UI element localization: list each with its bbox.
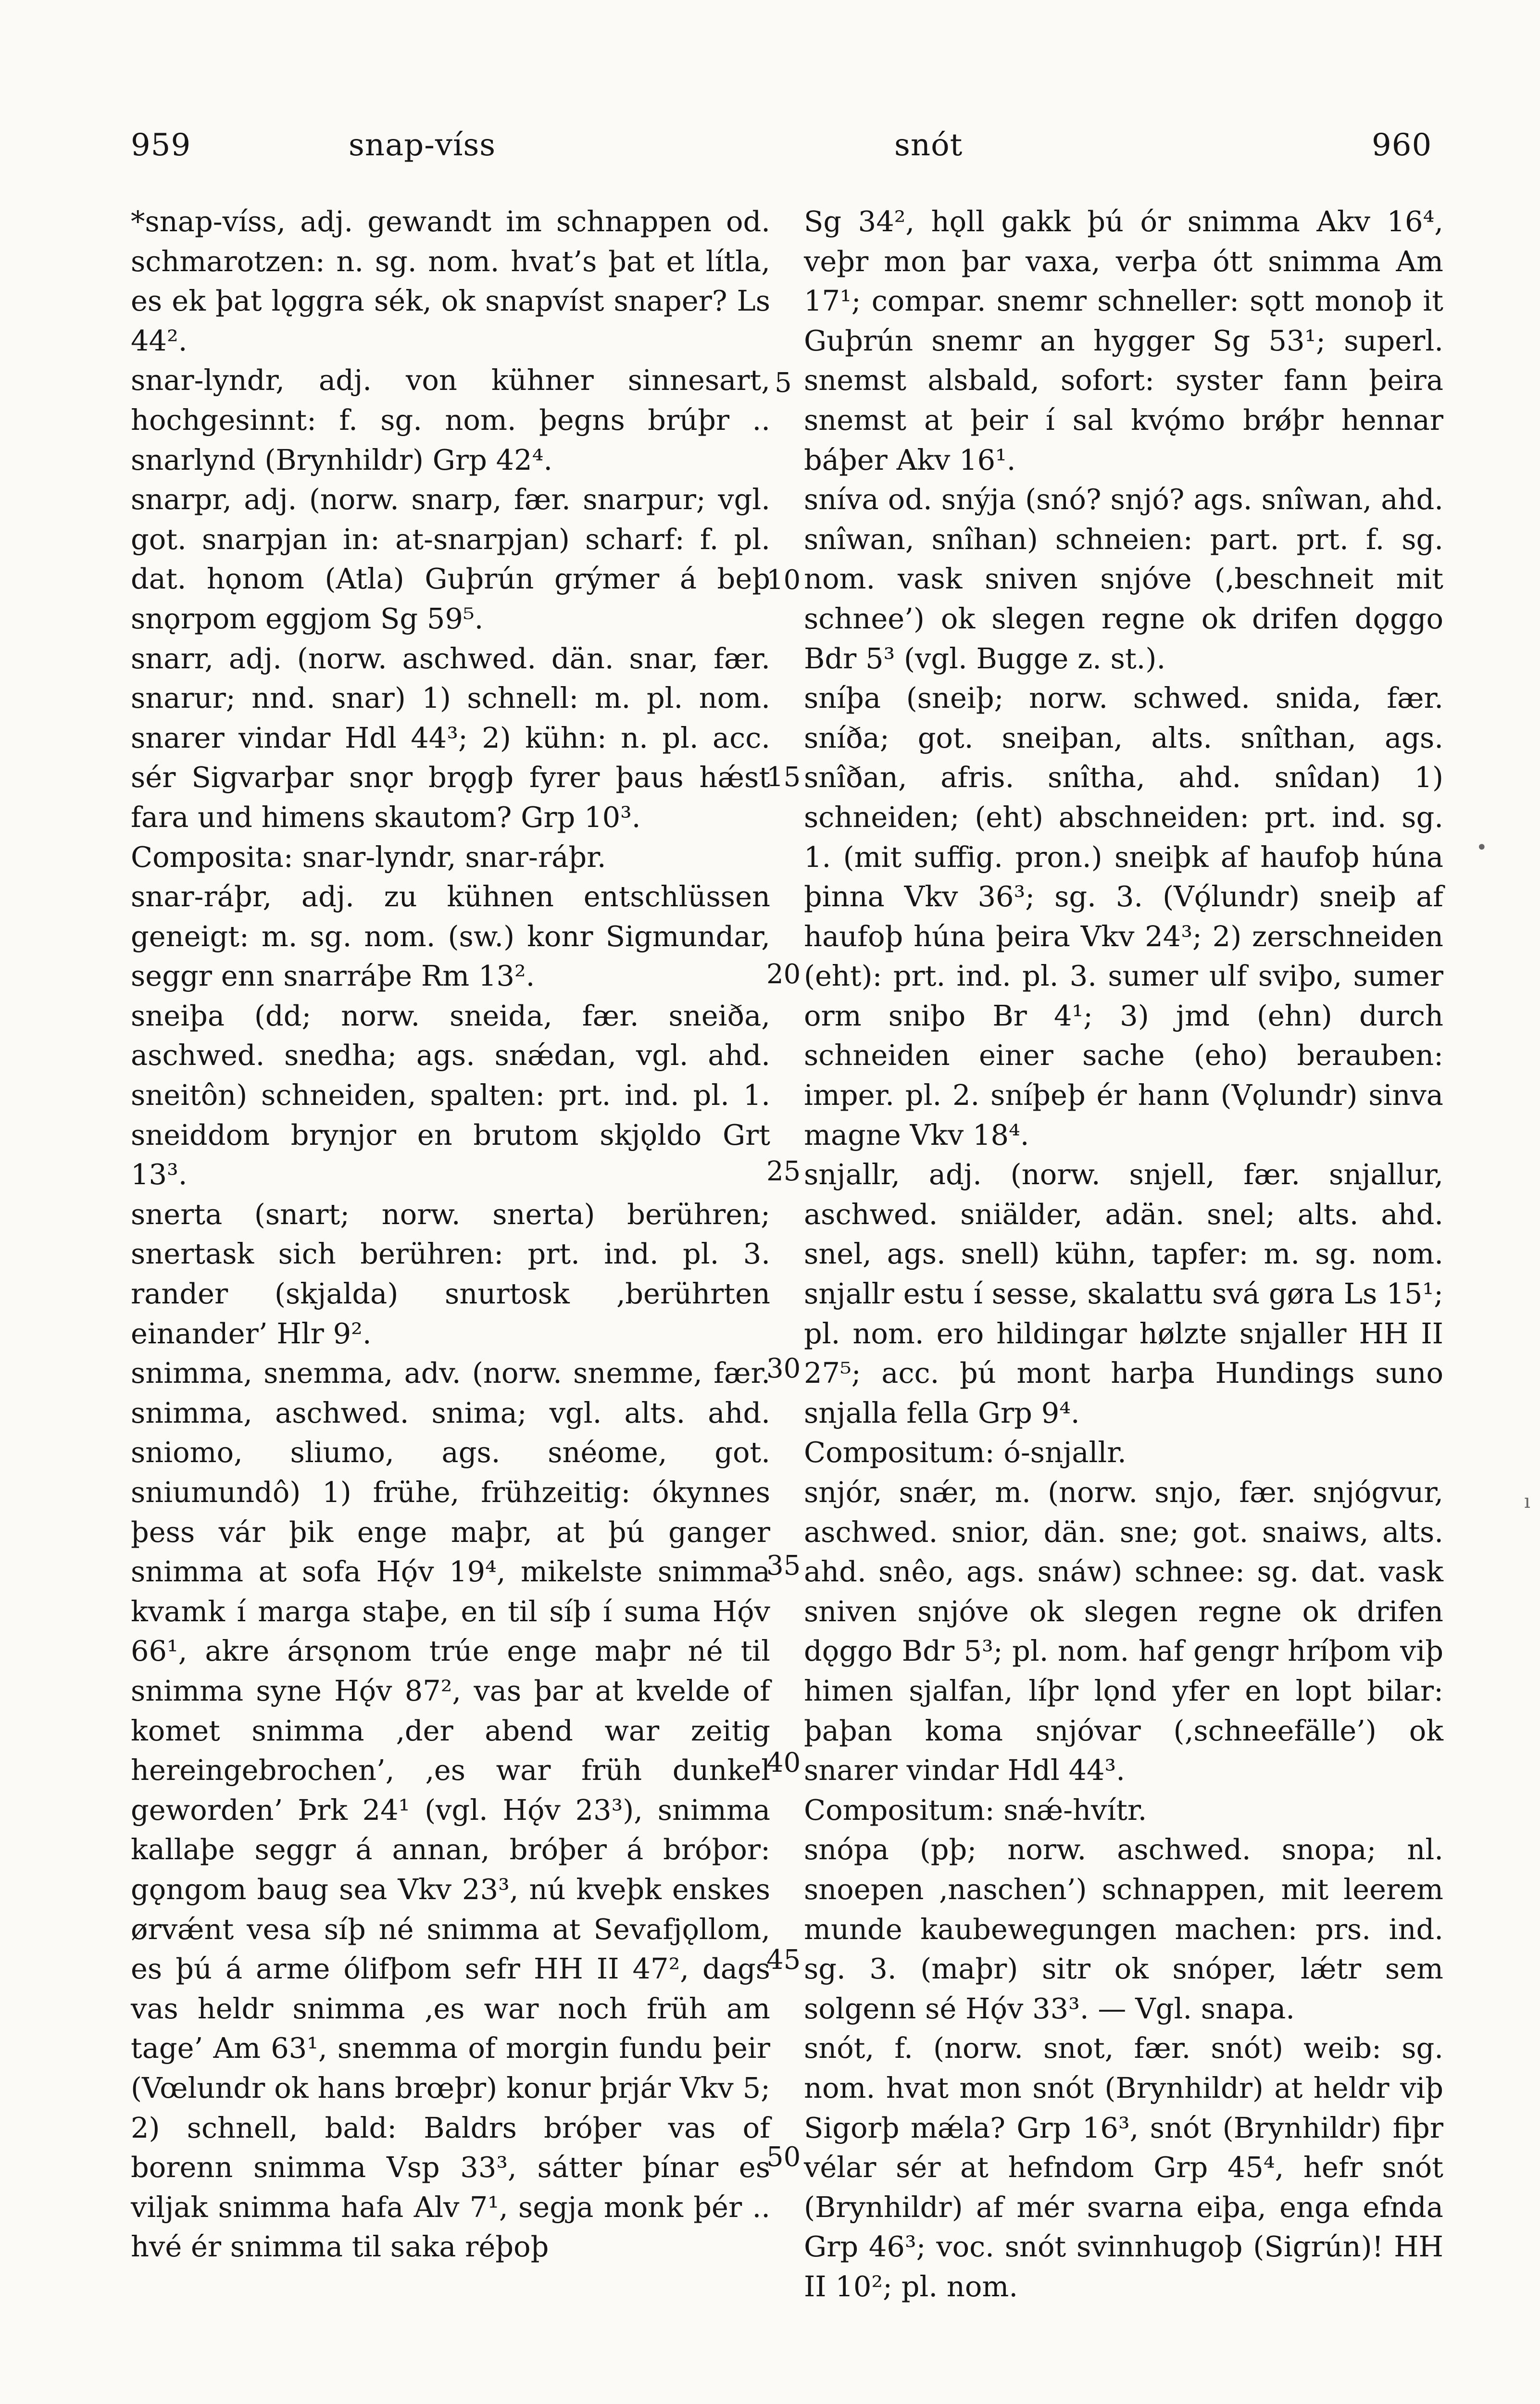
line-number: 25: [766, 1156, 801, 1187]
running-head-left: snap-víss: [349, 127, 496, 163]
entry-compositum-o-snjallr: Compositum: ó-snjallr.: [804, 1436, 1127, 1469]
line-number: 40: [766, 1747, 801, 1778]
entry-snjallr: snjallr, adj. (norw. snjell, fær. snjallur, aschwed. sniälder, adän. snel; alts. ahd. snel, ags. snell) kühn, tapfer: m. sg. nom. snjallr estu í sesse, skalattu svá gøra Ls 15¹; pl. nom. ero hildingar hølzte snjaller HH II 27⁵; acc. þú mont harþa Hundings suno snjalla fella Grp 9⁴.: [804, 1158, 1443, 1429]
entry-snimma: snimma, snemma, adv. (norw. snemme, fær. snimma, aschwed. snima; vgl. alts. ahd. sniomo, sliumo, ags. snéome, got. sniumundô) 1) frühe, frühzeitig: ókynnes þess vár þik enge maþr, at þú ganger snimma at sofa Hǫ́v 19⁴, mikelste snimma kvamk í marga staþe, en til síþ í suma Hǫ́v 66¹, akre ársǫnom trúe enge maþr né til snimma syne Hǫ́v 87², vas þar at kvelde of komet snimma ‚der abend war zeitig hereingebrochen’, ‚es war früh dunkel geworden’ Þrk 24¹ (vgl. Hǫ́v 23³), snimma kallaþe seggr á annan, bróþer á bróþor: gǫngom baug sea Vkv 23³, nú kveþk enskes ørvǽnt vesa síþ né snimma at Sevafjǫllom, es þú á arme ólifþom sefr HH II 47², dags vas heldr snimma ‚es war noch früh am tage’ Am 63¹, snemma of morgin fundu þeir (Vœlundr ok hans brœþr) konur þrjár Vkv 5; 2) schnell, bald: Baldrs bróþer vas of borenn snimma Vsp 33³, sátter þínar es viljak snimma hafa Alv 7¹, segja monk þér .. hvé ér snimma til saka réþoþ: [131, 1356, 770, 2264]
entry-snopa: snópa (pþ; norw. aschwed. snopa; nl. snoepen ‚naschen’) schnappen, mit leerem munde kaubewegungen machen: prs. ind. sg. 3. (maþr) sitr ok snóper, lǽtr sem solgenn sé Hǫ́v 33³. — Vgl. snapa.: [804, 1833, 1443, 2025]
entry-compositum-snae-hvitr: Compositum: snǽ-hvítr.: [804, 1793, 1147, 1827]
line-number: 20: [766, 959, 801, 990]
entry-snimma-cont: Sg 34², hǫll gakk þú ór snimma Akv 16⁴, veþr mon þar vaxa, verþa ótt snimma Am 17¹; compar. snemr schneller: sǫtt monoþ it Guþrún snemr an hygger Sg 53¹; superl. snemst alsbald, sofort: syster fann þeira snemst at þeir í sal kvǫ́mo brǿþr hennar báþer Akv 16¹.: [804, 205, 1443, 476]
margin-tick: ı: [1524, 1490, 1530, 1513]
entry-snarpr: snarpr, adj. (norw. snarp, fær. snarpur; vgl. got. snarpjan in: at-snarpjan) scharf: f. pl. dat. hǫnom (Atla) Guþrún grýmer á beþ snǫrpom eggjom Sg 59⁵.: [131, 483, 770, 635]
line-number: 5: [775, 367, 792, 399]
entry-sniva: sníva od. snýja (snó? snjó? ags. snîwan, ahd. snîwan, snîhan) schneien: part. prt. f. sg. nom. vask sniven snjóve (‚beschneit mit schnee’) ok slegen regne ok drifen dǫggo Bdr 5³ (vgl. Bugge z. st.).: [804, 483, 1443, 675]
line-number: 10: [766, 564, 801, 596]
entry-snerta: snerta (snart; norw. snerta) berühren; snertask sich berühren: prt. ind. pl. 3. rander (skjalda) snurtosk ‚berührten einander’ Hlr 9².: [131, 1197, 770, 1350]
entry-snjor: snjór, snǽr, m. (norw. snjo, fær. snjógvur, aschwed. snior, dän. sne; got. snaiws, alts. ahd. snêo, ags. snáw) schnee: sg. dat. vask sniven snjóve ok slegen regne ok drifen dǫggo Bdr 5³; pl. nom. haf gengr hríþom viþ himen sjalfan, líþr lǫnd yfer en lopt bilar: þaþan koma snjóvar (‚schneefälle’) ok snarer vindar Hdl 44³.: [804, 1476, 1443, 1787]
line-number: 50: [766, 2141, 801, 2173]
line-number: 30: [766, 1353, 801, 1384]
running-head-right: snót: [894, 127, 963, 163]
entry-snar-lyndr: snar-lyndr, adj. von kühner sinnesart, hochgesinnt: f. sg. nom. þegns brúþr .. snarlynd (Brynhildr) Grp 42⁴.: [131, 363, 770, 476]
entry-snarr: snarr, adj. (norw. aschwed. dän. snar, fær. snarur; nnd. snar) 1) schnell: m. pl. nom. snarer vindar Hdl 44³; 2) kühn: n. pl. acc. sér Sigvarþar snǫr brǫgþ fyrer þaus hǽst fara und himens skautom? Grp 10³.: [131, 641, 770, 834]
entry-snar-rathr: snar-ráþr, adj. zu kühnen entschlüssen geneigt: m. sg. nom. (sw.) konr Sigmundar, seggr enn snarráþe Rm 13².: [131, 880, 770, 993]
line-number: 15: [766, 762, 801, 793]
entry-sneitha: sneiþa (dd; norw. sneida, fær. sneiða, aschwed. snedha; ags. snǽdan, vgl. ahd. sneitôn) schneiden, spalten: prt. ind. pl. 1. sneiddom brynjor en brutom skjǫldo Grt 13³.: [131, 999, 770, 1191]
margin-dot: •: [1476, 837, 1488, 859]
page-number-left: 959: [131, 127, 191, 163]
entry-snot: snót, f. (norw. snot, fær. snót) weib: sg. nom. hvat mon snót (Brynhildr) at heldr viþ Sigorþ mǽla? Grp 16³, snót (Brynhildr) fiþr vélar sér at hefndom Grp 45⁴, hefr snót (Brynhildr) af mér svarna eiþa, enga efnda Grp 46³; voc. snót svinnhugoþ (Sigrún)! HH II 10²; pl. nom.: [804, 2031, 1443, 2303]
entry-snitha: sníþa (sneiþ; norw. schwed. snida, fær. sníða; got. sneiþan, alts. snîthan, ags. snîðan, afris. snîtha, ahd. snîdan) 1) schneiden; (eht) abschneiden: prt. ind. sg. 1. (mit suffig. pron.) sneiþk af haufoþ húna þinna Vkv 36³; sg. 3. (Vǫ́lundr) sneiþ af haufoþ húna þeira Vkv 24³; 2) zerschneiden (eht): prt. ind. pl. 3. sumer ulf sviþo, sumer orm sniþo Br 4¹; 3) jmd (ehn) durch schneiden einer sache (eho) berauben: imper. pl. 2. sníþeþ ér hann (Vǫlundr) sinva magne Vkv 18⁴.: [804, 681, 1443, 1152]
page-number-right: 960: [1372, 127, 1432, 163]
entry-composita-snar: Composita: snar-lyndr, snar-ráþr.: [131, 840, 606, 874]
left-column: [131, 202, 770, 2267]
entry-snap-viss: *snap-víss, adj. gewandt im schnappen od. schmarotzen: n. sg. nom. hvat’s þat et lítla, es ek þat lǫggra sék, ok snapvíst snaper? Ls 44².: [131, 205, 770, 357]
right-column: [804, 202, 1443, 2306]
line-number: 45: [766, 1944, 801, 1976]
line-number: 35: [766, 1550, 801, 1581]
